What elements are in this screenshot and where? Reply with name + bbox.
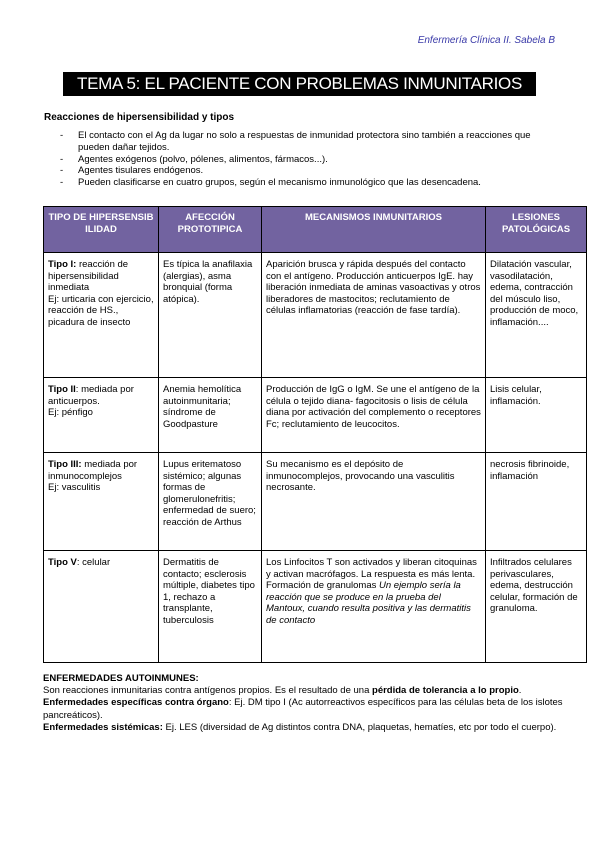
lesiones-cell: Lisis celular, inflamación. xyxy=(486,378,587,453)
page-title: TEMA 5: EL PACIENTE CON PROBLEMAS INMUNITARIOS xyxy=(63,72,536,96)
autoimmune-key-phrase: pérdida de tolerancia a lo propio xyxy=(372,685,519,697)
hypersensitivity-table xyxy=(43,206,587,663)
type-description: : mediada por anticuerpos. xyxy=(48,384,134,407)
list-item: - El contacto con el Ag da lugar no solo a respuestas de inmunidad protectora sino también a reacciones que pueden dañar tejidos. xyxy=(60,130,560,154)
autoimmune-section xyxy=(43,673,563,734)
table-header-row xyxy=(44,207,587,253)
table-row xyxy=(44,453,587,551)
header-note: Enfermería Clínica II. Sabela B xyxy=(417,35,555,46)
type-description: : celular xyxy=(76,557,111,568)
afeccion-cell: Es típica la anafilaxia (alergias), asma bronquial (forma atópica). xyxy=(159,253,262,378)
type-cell xyxy=(44,551,159,663)
type-cell xyxy=(44,378,159,453)
type-label: Tipo II xyxy=(48,384,76,395)
mecanismo-cell xyxy=(262,453,486,551)
section-heading: Reacciones de hipersensibilidad y tipos xyxy=(44,112,235,123)
list-item: - Agentes exógenos (polvo, pólenes, alimentos, fármacos...). xyxy=(60,154,560,166)
type-label: Tipo III: xyxy=(48,459,82,470)
mecanismo-cell xyxy=(262,378,486,453)
type-label: Tipo I: xyxy=(48,259,77,270)
table-row xyxy=(44,551,587,663)
type-example: Ej: vasculitis xyxy=(48,482,101,494)
mecanismo-cell xyxy=(262,551,486,663)
column-header-afeccion: AFECCIÓN PROTOTIPICA xyxy=(159,207,262,253)
type-description: reacción de hipersensibilidad inmediata xyxy=(48,259,129,294)
lesiones-cell: Infiltrados celulares perivasculares, edema, destrucción celular, formación de granuloma. xyxy=(486,551,587,663)
mecanismo-text: Producción de IgG o IgM. Se une el antígeno de la célula o tejido diana- fagocitosis o lisis de célula diana por activación del complemento o receptores Fc; reclutamiento de leucocitos. xyxy=(266,384,481,430)
type-cell xyxy=(44,453,159,551)
column-header-lesiones: LESIONES PATOLÓGICAS xyxy=(486,207,587,253)
type-example: Ej: urticaria con ejercicio, reacción de HS., picadura de insecto xyxy=(48,293,154,328)
mecanismo-text: Los Linfocitos T son activados y liberan citoquinas y activan macrófagos. La respuesta es más lenta. Formación de granulomas xyxy=(266,557,477,592)
afeccion-cell: Lupus eritematoso sistémico; algunas formas de glomerulonefritis; enfermedad de suero; reacción de Arthus xyxy=(159,453,262,551)
mecanismo-text: Aparición brusca y rápida después del contacto con el antígeno. Producción anticuerpos IgE. hay liberación inmediata de aminas vasoactivas y otros liberadores de mastocitos; reclutamiento de células inflamatorias (reacción de fase tardía). xyxy=(266,259,481,317)
organ-specific-label: Enfermedades específicas contra órgano xyxy=(43,697,229,709)
afeccion-cell: Anemia hemolítica autoinmunitaria; síndrome de Goodpasture xyxy=(159,378,262,453)
list-item: - Pueden clasificarse en cuatro grupos, según el mecanismo inmunológico que las desencadena. xyxy=(60,177,560,189)
systemic-label: Enfermedades sistémicas: xyxy=(43,721,163,733)
type-example: Ej: pénfigo xyxy=(48,407,93,419)
mecanismo-cell xyxy=(262,253,486,378)
column-header-mecanismos: MECANISMOS INMUNITARIOS xyxy=(262,207,486,253)
organ-specific-paragraph: Enfermedades específicas contra órgano: Ej. DM tipo I (Ac autorreactivos específicos para las células beta de los islotes pancreáticos). xyxy=(43,697,563,721)
table-row xyxy=(44,378,587,453)
autoimmune-definition: Son reacciones inmunitarias contra antígenos propios. Es el resultado de una pérdida de tolerancia a lo propio. xyxy=(43,685,522,697)
afeccion-cell: Dermatitis de contacto; esclerosis múltiple, diabetes tipo 1, rechazo a transplante, tuberculosis xyxy=(159,551,262,663)
type-cell xyxy=(44,253,159,378)
systemic-paragraph: Enfermedades sistémicas: Ej. LES (diversidad de Ag distintos contra DNA, plaquetas, hematíes, etc por todo el cuerpo). xyxy=(43,721,557,733)
list-item: - Agentes tisulares endógenos. xyxy=(60,165,560,177)
lesiones-cell: necrosis fibrinoide, inflamación xyxy=(486,453,587,551)
type-description: mediada por inmunocomplejos xyxy=(48,459,138,482)
table-row xyxy=(44,253,587,378)
column-header-type: TIPO DE HIPERSENSIBILIDAD xyxy=(44,207,159,253)
type-label: Tipo V xyxy=(48,557,77,568)
lesiones-cell: Dilatación vascular, vasodilatación, edema, contracción del músculo liso, producción de moco, inflamación.... xyxy=(486,253,587,378)
autoimmune-heading: ENFERMEDADES AUTOINMUNES: xyxy=(43,673,199,684)
mecanismo-text: Su mecanismo es el depósito de inmunocomplejos, provocando una vasculitis necrosante. xyxy=(266,459,455,494)
mecanismo-italic: Un ejemplo sería la reacción que se produce en la prueba del Mantoux, cuando resulta positiva y las dermatitis de contacto xyxy=(266,580,471,626)
bullet-list xyxy=(60,130,560,189)
